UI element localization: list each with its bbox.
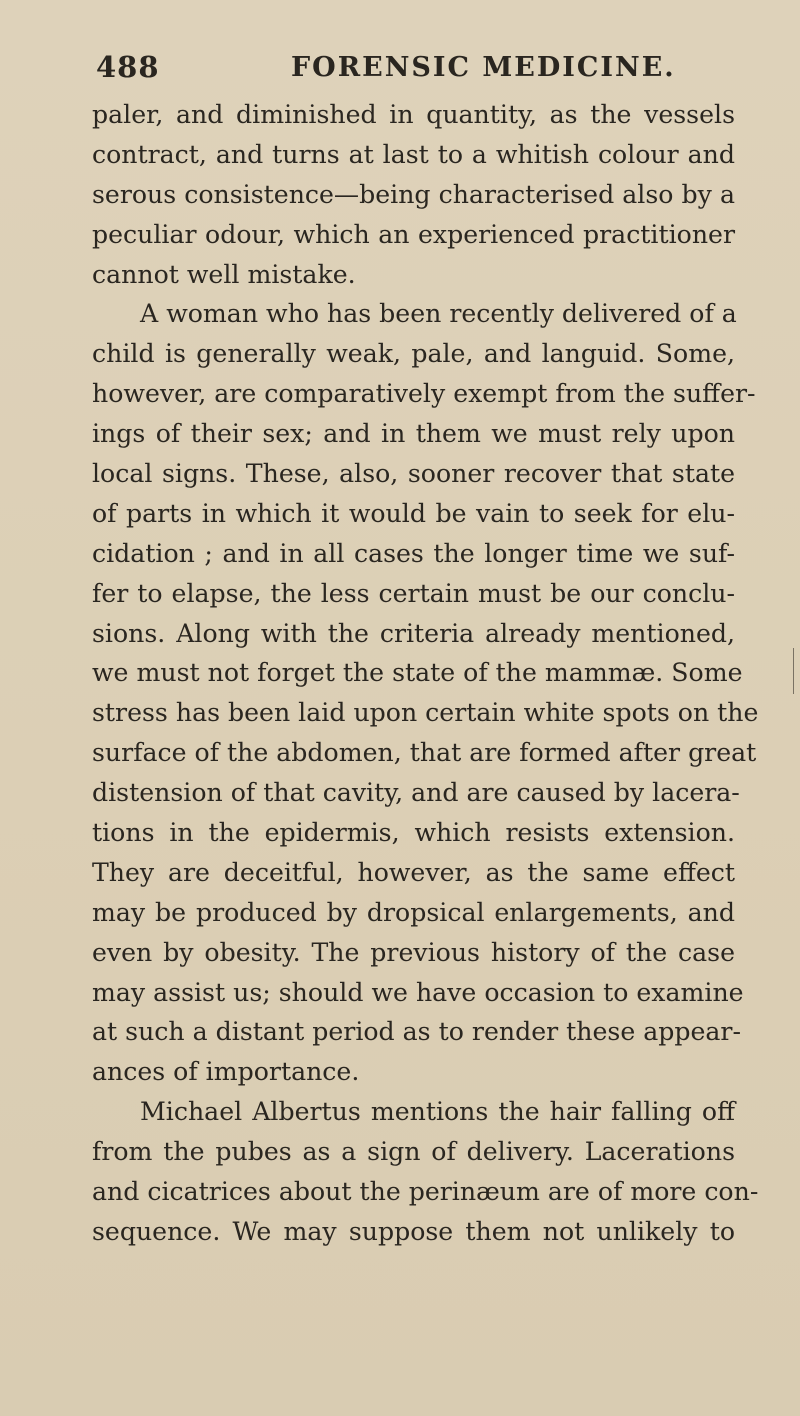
text-line: ances of importance. [92, 1057, 360, 1087]
text-line: cidation ; and in all cases the longer time we suf- [92, 538, 735, 568]
page-edge-mark [793, 648, 794, 694]
text-line: of parts in which it would be vain to seek for elu- [92, 498, 735, 528]
text-line: sequence. We may suppose them not unlikely to [92, 1216, 735, 1246]
text-line: local signs. These, also, sooner recover that state [92, 459, 735, 489]
text-line: from the pubes as a sign of delivery. Lacerations [92, 1137, 735, 1167]
body-text [92, 95, 759, 1252]
text-line: child is generally weak, pale, and languid. Some, [92, 339, 735, 369]
text-line: They are deceitful, however, as the same effect [92, 857, 735, 887]
text-line: peculiar odour, which an experienced practitioner [92, 219, 735, 249]
text-line: contract, and turns at last to a whitish colour and [92, 139, 735, 169]
running-head [96, 50, 736, 94]
running-title: FORENSIC MEDICINE. [291, 52, 676, 83]
text-line: sions. Along with the criteria already mentioned, [92, 618, 735, 648]
text-line: however, are comparatively exempt from the suffer- [92, 379, 756, 409]
text-line: at such a distant period as to render these appear- [92, 1017, 741, 1047]
text-line: serous consistence—being characterised also by a [92, 179, 735, 209]
page-number: 488 [96, 50, 160, 84]
text-line: paler, and diminished in quantity, as the vessels [92, 100, 735, 129]
text-line: A woman who has been recently delivered of a [140, 299, 737, 329]
text-line: tions in the epidermis, which resists extension. [92, 818, 735, 848]
text-line: and cicatrices about the perinæum are of more con- [92, 1177, 759, 1207]
text-line: cannot well mistake. [92, 259, 356, 289]
text-line: surface of the abdomen, that are formed after great [92, 738, 757, 768]
text-line: distension of that cavity, and are caused by lacera- [92, 778, 740, 808]
text-line: ings of their sex; and in them we must rely upon [92, 419, 735, 449]
text-line: we must not forget the state of the mammæ. Some [92, 658, 743, 688]
text-line: may be produced by dropsical enlargements, and [92, 897, 735, 927]
text-line: fer to elapse, the less certain must be our conclu- [92, 578, 735, 608]
text-line: may assist us; should we have occasion to examine [92, 977, 744, 1007]
text-line: stress has been laid upon certain white spots on the [92, 698, 759, 728]
text-line: Michael Albertus mentions the hair falling off [140, 1097, 735, 1127]
text-line: even by obesity. The previous history of the case [92, 937, 735, 967]
